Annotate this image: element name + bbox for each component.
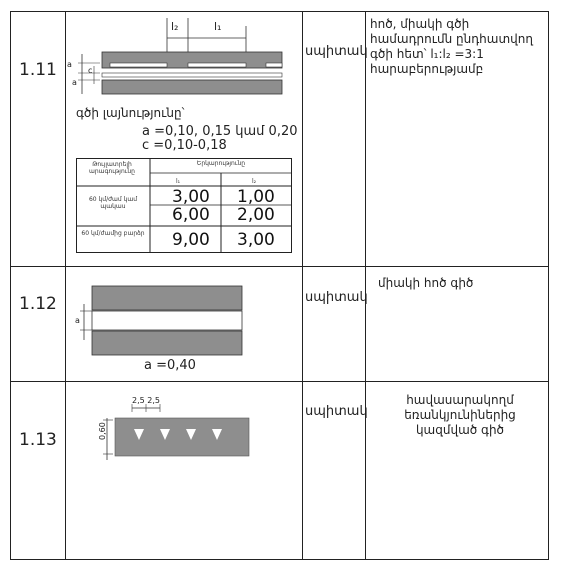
marking-diagram-1-11 [64,14,294,106]
length-value: 3,00 [237,230,275,250]
color-cell: սպիտակ [305,404,368,419]
dim-label-a: a [67,60,72,69]
color-cell: սպիտակ [305,290,368,305]
sub-header-l2: l₂ [252,178,257,185]
speed-row-label: 60 կմ/ժամից բարձր [81,230,145,237]
dim-label-c: c [88,66,93,75]
dim-label-a: a [75,316,80,325]
length-value: 9,00 [172,230,210,250]
width-label: գծի լայնությունը՝ [76,106,185,120]
length-value: 2,00 [237,205,275,225]
a-value: a =0,40 [144,358,196,373]
marking-diagram-1-12 [70,282,250,358]
color-cell: սպիտակ [305,44,368,59]
dim-left-label: 0,60 [98,422,107,440]
c-values: c =0,10-0,18 [142,138,227,153]
description-cell: միակի հոծ գիծ [378,276,474,290]
length-value: 6,00 [172,205,210,225]
row-number: 1.13 [19,430,57,450]
marking-diagram-1-13 [98,402,254,464]
dim-label-a: a [72,78,77,87]
dim-label-l2: l₂ [171,20,179,33]
column-divider [302,12,303,559]
dim-label-l1: l₁ [214,20,222,33]
description-cell: հոծ, միակի գծի համադրումն ընդհատվող գծի հետ՝ l₁:l₂ =3:1 հարաբերությամբ [370,17,533,76]
dim-top-label: 2,5 2,5 [132,396,160,405]
column-divider [365,12,366,559]
speed-row-label: 60 կմ/ժամ կամ պակաս [88,196,138,210]
header-speed: Թույլատրելի արագությունը [89,161,135,175]
length-value: 3,00 [172,187,210,207]
header-length: Երկարությունը [196,160,246,167]
description-cell: հավասարակողմ եռանկյունիներից կազմված գիծ [404,393,516,437]
row-number: 1.11 [19,60,57,80]
a-values: a =0,10, 0,15 կամ 0,20 [142,124,298,139]
row-number: 1.12 [19,294,57,314]
row-divider [11,381,548,382]
sub-header-l1: l₁ [176,178,181,185]
length-value: 1,00 [237,187,275,207]
row-divider [11,266,548,267]
